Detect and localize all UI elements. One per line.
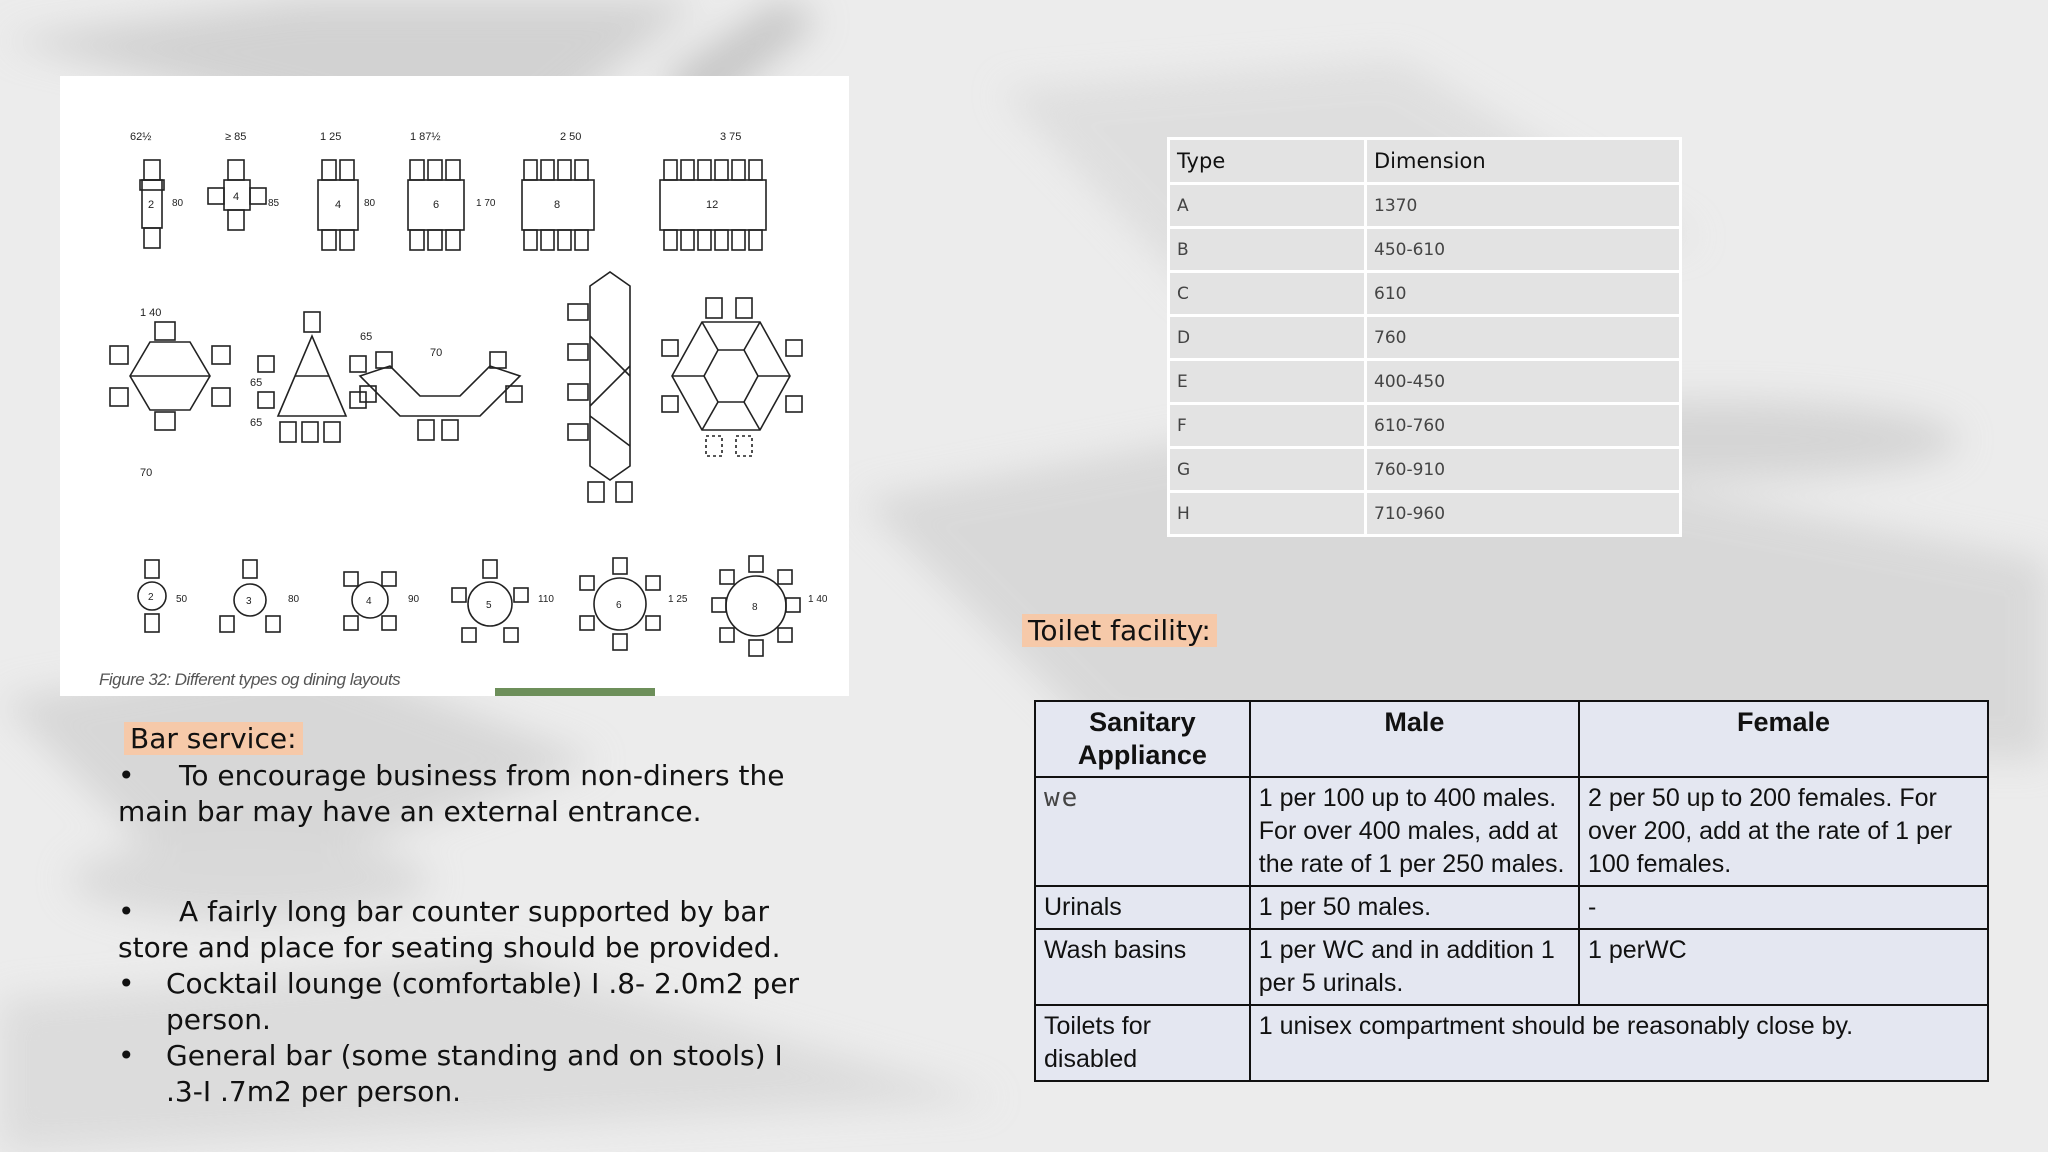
table-row bbox=[1035, 929, 1988, 1005]
cell-type: C bbox=[1169, 272, 1366, 316]
dimension-label: 85 bbox=[268, 198, 280, 209]
dimension-label: 62½ bbox=[130, 131, 152, 143]
dimension-label: 70 bbox=[430, 347, 443, 359]
cell-type: H bbox=[1169, 492, 1366, 536]
cell-male: 1 per 100 up to 400 males. For over 400 males, add at the rate of 1 per 250 males. bbox=[1250, 777, 1579, 886]
dimension-label: 65 bbox=[250, 417, 263, 429]
table-number: 2 bbox=[148, 199, 155, 211]
table-number: 5 bbox=[486, 600, 492, 611]
bullet-dot: • bbox=[118, 1039, 135, 1072]
dimension-label: 3 75 bbox=[720, 131, 742, 143]
dining-layouts-diagram bbox=[60, 76, 849, 696]
list-item bbox=[118, 966, 818, 1038]
table-number: 6 bbox=[616, 600, 622, 611]
table-row bbox=[1169, 492, 1681, 536]
cell-male-female-merged: 1 unisex compartment should be reasonably close by. bbox=[1250, 1005, 1988, 1081]
cell-male: 1 per WC and in addition 1 per 5 urinals. bbox=[1250, 929, 1579, 1005]
dimension-label: 1 70 bbox=[476, 198, 496, 209]
table-number: 4 bbox=[366, 596, 372, 607]
hex-ring-table-layout bbox=[662, 298, 802, 456]
rect-table-12 bbox=[660, 131, 766, 250]
bullet-text: A fairly long bar counter supported by bar store and place for seating should be provided. bbox=[118, 895, 781, 964]
figure-caption: Figure 32: Different types og dining layouts bbox=[99, 670, 401, 689]
table-number: 8 bbox=[554, 199, 561, 211]
dimension-table bbox=[1167, 137, 1682, 537]
bullet-text: General bar (some standing and on stools) I .3-I .7m2 per person. bbox=[166, 1039, 783, 1108]
hex-table-layout bbox=[110, 307, 230, 479]
table-number: 3 bbox=[246, 596, 252, 607]
dimension-label: 90 bbox=[408, 594, 420, 605]
header-male: Male bbox=[1250, 701, 1579, 777]
cell-appliance: Wash basins bbox=[1035, 929, 1250, 1005]
toilet-facility-table bbox=[1034, 700, 1989, 1082]
dimension-label: 110 bbox=[538, 594, 554, 605]
dimension-label: 1 40 bbox=[140, 307, 162, 319]
cell-type: G bbox=[1169, 448, 1366, 492]
round-table-5 bbox=[452, 560, 554, 642]
dimension-label: 1 87½ bbox=[410, 131, 441, 143]
rect-table-4 bbox=[318, 131, 358, 250]
round-table-2 bbox=[138, 560, 188, 632]
header-dimension: Dimension bbox=[1366, 139, 1681, 184]
dimension-label: 1 25 bbox=[668, 594, 688, 605]
dimension-label: 1 40 bbox=[808, 594, 828, 605]
table-row bbox=[1169, 404, 1681, 448]
round-table-6 bbox=[580, 558, 688, 650]
cell-type: B bbox=[1169, 228, 1366, 272]
rect-table-8 bbox=[522, 131, 594, 250]
toilet-facility-heading bbox=[1022, 614, 1217, 647]
table-number: 4 bbox=[233, 191, 240, 203]
bullet-text: Cocktail lounge (comfortable) I .8- 2.0m2 per person. bbox=[166, 967, 800, 1036]
cell-dimension: 760 bbox=[1366, 316, 1681, 360]
table-row bbox=[1169, 360, 1681, 404]
bullet-text: To encourage business from non-diners the main bar may have an external entrance. bbox=[118, 759, 785, 828]
cell-female: - bbox=[1579, 886, 1988, 929]
table-row bbox=[1035, 777, 1988, 886]
table-row bbox=[1169, 448, 1681, 492]
dimension-label: 65 bbox=[250, 377, 263, 389]
decorative-tab bbox=[495, 688, 655, 696]
cell-dimension: 610 bbox=[1366, 272, 1681, 316]
cell-type: D bbox=[1169, 316, 1366, 360]
round-table-8 bbox=[712, 556, 828, 656]
cell-dimension: 610-760 bbox=[1366, 404, 1681, 448]
bar-service-heading bbox=[124, 722, 303, 755]
table-number: 6 bbox=[433, 199, 440, 211]
table-header-row bbox=[1035, 701, 1988, 777]
triangle-table-layout bbox=[250, 312, 366, 442]
cell-dimension: 760-910 bbox=[1366, 448, 1681, 492]
bullet-dot: • bbox=[118, 759, 135, 792]
cell-type: E bbox=[1169, 360, 1366, 404]
bullet-dot: • bbox=[118, 967, 135, 1000]
toilet-facility-heading-text: Toilet facility: bbox=[1022, 614, 1217, 647]
table-row bbox=[1169, 316, 1681, 360]
list-item bbox=[118, 894, 818, 966]
cell-dimension: 400-450 bbox=[1366, 360, 1681, 404]
table-number: 4 bbox=[335, 199, 342, 211]
table-row bbox=[1169, 272, 1681, 316]
dimension-label: 50 bbox=[176, 594, 188, 605]
cell-female: 2 per 50 up to 200 females. For over 200, add at the rate of 1 per 100 females. bbox=[1579, 777, 1988, 886]
bar-service-heading-text: Bar service: bbox=[124, 722, 303, 755]
header-type: Type bbox=[1169, 139, 1366, 184]
round-table-3 bbox=[220, 560, 300, 632]
round-table-4 bbox=[344, 572, 420, 630]
dimension-label: 80 bbox=[364, 198, 376, 209]
bar-service-list bbox=[118, 758, 818, 1110]
cell-dimension: 710-960 bbox=[1366, 492, 1681, 536]
cell-appliance: Urinals bbox=[1035, 886, 1250, 929]
table-number: 2 bbox=[148, 592, 154, 603]
rect-table-2 bbox=[130, 131, 164, 248]
table-number: 12 bbox=[706, 199, 719, 211]
dimension-label: 65 bbox=[360, 331, 373, 343]
dimension-label: 80 bbox=[288, 594, 300, 605]
cell-female: 1 perWC bbox=[1579, 929, 1988, 1005]
table-row bbox=[1035, 1005, 1988, 1081]
cell-appliance: Toilets for disabled bbox=[1035, 1005, 1250, 1081]
list-item bbox=[118, 758, 818, 830]
dimension-label: 80 bbox=[172, 198, 184, 209]
dimension-label: ≥ 85 bbox=[225, 131, 247, 143]
cell-type: A bbox=[1169, 184, 1366, 228]
header-female: Female bbox=[1579, 701, 1988, 777]
list-item bbox=[118, 1038, 818, 1110]
rect-table-6 bbox=[408, 131, 464, 250]
vshape-table-layout bbox=[360, 331, 522, 440]
table-header-row bbox=[1169, 139, 1681, 184]
cell-dimension: 1370 bbox=[1366, 184, 1681, 228]
cell-male: 1 per 50 males. bbox=[1250, 886, 1579, 929]
dimension-label: 70 bbox=[140, 467, 153, 479]
table-row bbox=[1035, 886, 1988, 929]
table-row bbox=[1169, 184, 1681, 228]
dimension-label: 2 50 bbox=[560, 131, 582, 143]
table-number: 8 bbox=[752, 602, 758, 613]
cell-type: F bbox=[1169, 404, 1366, 448]
dining-layouts-figure bbox=[60, 76, 849, 696]
header-sanitary-appliance: Sanitary Appliance bbox=[1035, 701, 1250, 777]
cell-appliance: we bbox=[1035, 777, 1250, 886]
long-hex-table-layout bbox=[568, 272, 632, 502]
cell-dimension: 450-610 bbox=[1366, 228, 1681, 272]
bullet-dot: • bbox=[118, 895, 135, 928]
dimension-label: 1 25 bbox=[320, 131, 342, 143]
table-row bbox=[1169, 228, 1681, 272]
square-table-4 bbox=[208, 131, 266, 230]
